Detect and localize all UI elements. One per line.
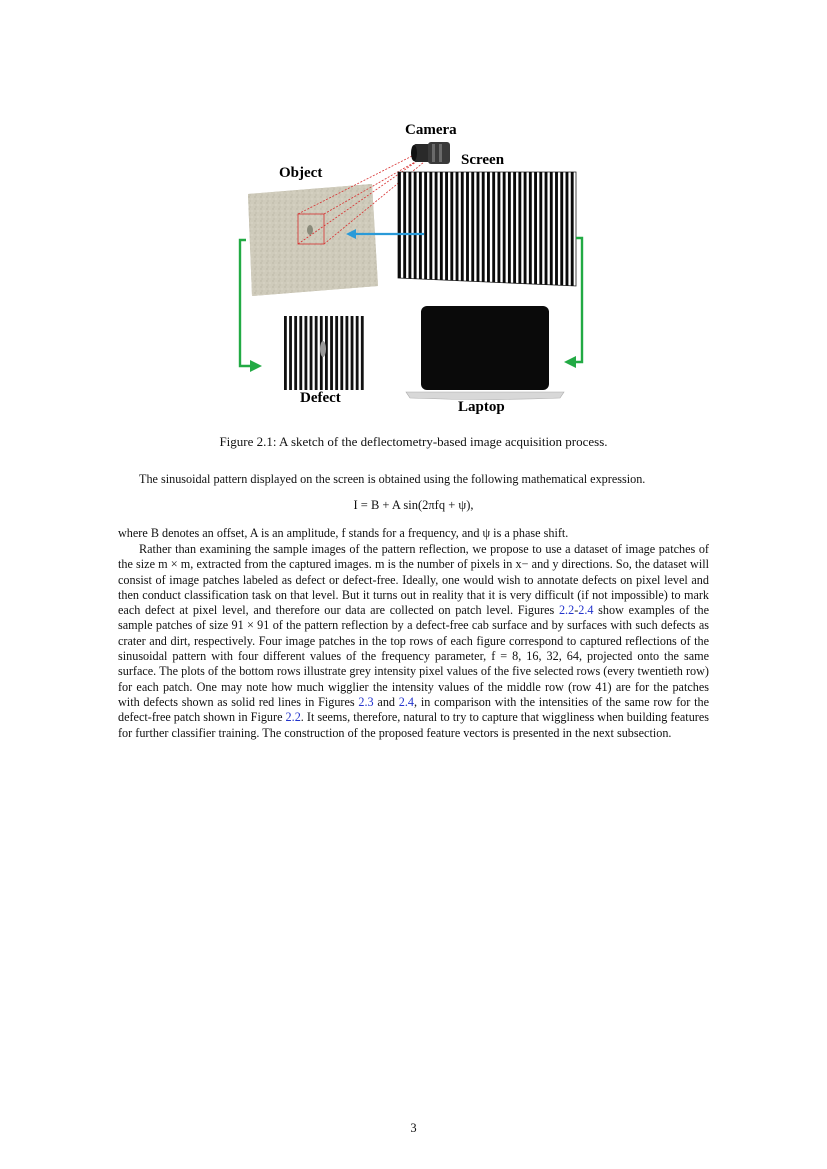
figure-caption: Figure 2.1: A sketch of the deflectometry-based image acquisition process. <box>219 434 608 449</box>
ref-figure-2-4[interactable]: 2.4 <box>578 603 594 618</box>
ref-figure-2-2b[interactable]: 2.2 <box>285 710 301 725</box>
equation: I = B + A sin(2πfq + ψ), <box>353 498 474 512</box>
laptop-label: Laptop <box>458 399 505 415</box>
object-label: Object <box>279 165 323 181</box>
object-plate <box>248 184 378 296</box>
ref-dash: - <box>574 603 579 618</box>
green-arrowhead-left <box>250 360 262 372</box>
page-number: 3 <box>410 1121 417 1135</box>
dataset-text-b: show examples of the sample patches of size 91 × 91 of the pattern reflection by a defect-free cab surface and by surfaces with such defects as crater and dirt, respectively. Four image patches in the top rows of each figure correspond to captured reflections of the sinusoidal pattern with four different values of the frequency parameter, f = 8, 16, 32, 64, projected onto the same surface. The plots of the bottom rows illustrate grey intensity pixel values of the five selected rows (every twentieth row) for each patch. One may note how much wigglier the intensity values of the middle row (row 41) are for the patches with defects shown as solid red lines in Figures <box>118 603 709 709</box>
paragraph-intro: The sinusoidal pattern displayed on the screen is obtained using the following mathematical expression. <box>139 472 646 486</box>
green-arrowhead-right <box>564 356 576 368</box>
ref-figure-2-4b[interactable]: 2.4 <box>398 694 415 709</box>
figure-graphics <box>200 118 630 428</box>
and-text: and <box>373 694 399 709</box>
camera-label: Camera <box>405 122 457 138</box>
object-defect-spot <box>307 225 313 235</box>
acquisition-figure <box>200 118 630 428</box>
defect-patch <box>284 316 366 390</box>
dataset-text-d: . It seems, therefore, natural to try to capture that wiggliness when building features for further classifier training. The construction of the proposed feature vectors is presented in the next subsection. <box>118 710 709 740</box>
dataset-text-a: Rather than examining the sample images of the pattern reflection, we propose to use a dataset of image patches of the size m × m, extracted from the captured images. m is the number of pixels in x− and y directions. So, the dataset will consist of image patches labeled as defect or defect-free. Ideally, one would wish to annotate defects on pixel level and then conduct classification task on that level. But it turns out in reality that it is very difficult (if not impossible) to mark each defect at pixel level, and therefore our data are collected on patch level. Figures <box>118 542 709 618</box>
defect-label: Defect <box>300 390 341 406</box>
laptop-icon <box>406 306 564 400</box>
ref-figure-2-2[interactable]: 2.2 <box>558 603 575 618</box>
screen-label: Screen <box>461 152 505 168</box>
ref-figure-2-3[interactable]: 2.3 <box>358 694 374 709</box>
screen-stripes <box>398 172 576 286</box>
paragraph-dataset <box>118 542 709 741</box>
paragraph-variables: where B denotes an offset, A is an amplitude, f stands for a frequency, and ψ is a phase shift. <box>118 526 569 540</box>
camera-icon <box>411 142 450 164</box>
dataset-text-c: , in comparison with the intensities of the same row for the defect-free patch shown in Figure <box>118 694 709 725</box>
